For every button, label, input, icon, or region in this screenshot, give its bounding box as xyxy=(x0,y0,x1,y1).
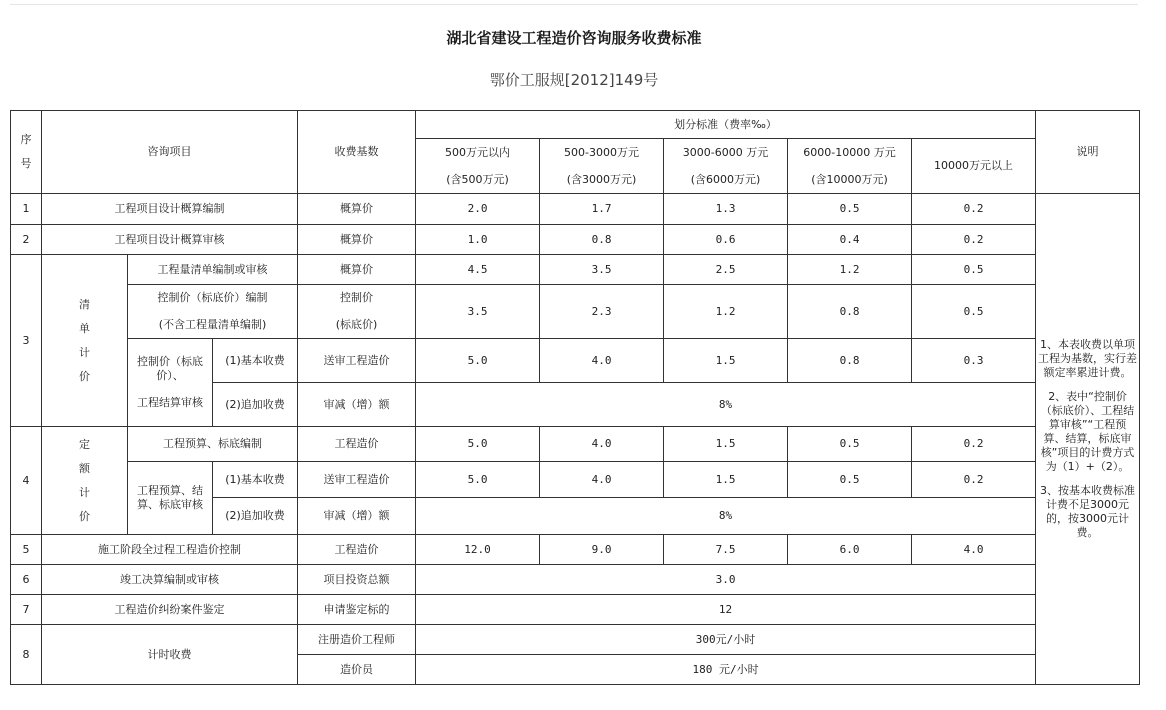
table-row xyxy=(11,535,1140,565)
consult-item: 工程项目设计概算审核 xyxy=(42,225,298,255)
rate-cell: 2.5 xyxy=(664,255,788,285)
rate-cell: 1.0 xyxy=(416,225,540,255)
table-row xyxy=(11,427,1140,462)
consult-item: 工程预算、标底编制 xyxy=(128,427,298,462)
row-number: 3 xyxy=(11,255,42,427)
consult-item: 施工阶段全过程工程造价控制 xyxy=(42,535,298,565)
rate-cell: 1.7 xyxy=(540,194,664,225)
rate-cell: 4.0 xyxy=(540,427,664,462)
rate-cell: 4.0 xyxy=(540,462,664,498)
header-rate-group: 划分标准（费率‰） xyxy=(416,111,1036,139)
header-notes: 说明 xyxy=(1036,111,1140,194)
consult-item: 工程项目设计概算编制 xyxy=(42,194,298,225)
document-title: 湖北省建设工程造价咨询服务收费标准 xyxy=(446,29,702,47)
rate-cell: 1.2 xyxy=(664,285,788,339)
rate-cell: 0.8 xyxy=(788,339,912,383)
header-tier-5: 10000万元以上 xyxy=(912,139,1036,194)
header-item: 咨询项目 xyxy=(42,111,298,194)
fee-basis: 申请鉴定标的 xyxy=(298,595,416,625)
rate-cell: 0.5 xyxy=(788,462,912,498)
fee-basis: 送审工程造价 xyxy=(298,462,416,498)
rate-cell: 0.6 xyxy=(664,225,788,255)
header-basis: 收费基数 xyxy=(298,111,416,194)
table-row xyxy=(11,625,1140,655)
rate-cell: 1.5 xyxy=(664,462,788,498)
top-divider xyxy=(10,4,1138,5)
rate-cell: 1.2 xyxy=(788,255,912,285)
rate-cell: 0.2 xyxy=(912,194,1036,225)
fee-basis: 送审工程造价 xyxy=(298,339,416,383)
header-seq: 序号 xyxy=(11,111,42,194)
rate-cell: 6.0 xyxy=(788,535,912,565)
group-label-bill-pricing: 清单计价 xyxy=(42,255,128,427)
rate-cell: 1.5 xyxy=(664,339,788,383)
rate-cell: 5.0 xyxy=(416,462,540,498)
table-row xyxy=(11,595,1140,625)
consult-item: 竣工决算编制或审核 xyxy=(42,565,298,595)
note-1: 1、本表收费以单项工程为基数，实行差额定率累进计费。 xyxy=(1038,338,1138,379)
rate-cell: 12.0 xyxy=(416,535,540,565)
rate-cell: 0.2 xyxy=(912,225,1036,255)
fee-basis: 造价员 xyxy=(298,655,416,685)
table-row xyxy=(11,339,1140,383)
rate-cell: 4.0 xyxy=(912,535,1036,565)
fee-standard-table xyxy=(10,110,1140,685)
rate-cell: 1.5 xyxy=(664,427,788,462)
rate-cell-merged: 300元/小时 xyxy=(416,625,1036,655)
rate-cell: 0.8 xyxy=(540,225,664,255)
row-number: 5 xyxy=(11,535,42,565)
row-number: 1 xyxy=(11,194,42,225)
rate-cell: 0.2 xyxy=(912,427,1036,462)
sub-group-label: 控制价（标底价）、 工程结算审核 xyxy=(128,339,213,427)
consult-item: 工程造价纠纷案件鉴定 xyxy=(42,595,298,625)
consult-item: 计时收费 xyxy=(42,625,298,685)
rate-cell: 3.5 xyxy=(540,255,664,285)
rate-cell: 2.3 xyxy=(540,285,664,339)
fee-basis: 概算价 xyxy=(298,194,416,225)
table-row xyxy=(11,255,1140,285)
fee-basis: 控制价 (标底价) xyxy=(298,285,416,339)
header-tier-2: 500-3000万元 (含3000万元) xyxy=(540,139,664,194)
rate-cell: 1.3 xyxy=(664,194,788,225)
rate-cell: 0.2 xyxy=(912,462,1036,498)
header-row-1 xyxy=(11,111,1140,139)
table-row xyxy=(11,565,1140,595)
rate-cell-merged: 8% xyxy=(416,498,1036,535)
rate-cell: 2.0 xyxy=(416,194,540,225)
rate-cell-merged: 3.0 xyxy=(416,565,1036,595)
rate-cell-merged: 180 元/小时 xyxy=(416,655,1036,685)
rate-cell: 0.3 xyxy=(912,339,1036,383)
fee-basis: 审减（增）额 xyxy=(298,383,416,427)
fee-basis: 项目投资总额 xyxy=(298,565,416,595)
table-row xyxy=(11,285,1140,312)
rate-cell-merged: 8% xyxy=(416,383,1036,427)
rate-cell-merged: 12 xyxy=(416,595,1036,625)
fee-basis: 工程造价 xyxy=(298,427,416,462)
rate-cell: 9.0 xyxy=(540,535,664,565)
fee-basis: 概算价 xyxy=(298,255,416,285)
rate-cell: 4.0 xyxy=(540,339,664,383)
fee-basis: 审减（增）额 xyxy=(298,498,416,535)
header-tier-1: 500万元以内 (含500万元) xyxy=(416,139,540,194)
note-3: 3、按基本收费标准计费不足3000元的，按3000元计费。 xyxy=(1040,484,1136,539)
fee-basis: 工程造价 xyxy=(298,535,416,565)
rate-cell: 0.5 xyxy=(912,285,1036,339)
consult-item: (1)基本收费 xyxy=(213,339,298,383)
rate-cell: 3.5 xyxy=(416,285,540,339)
row-number: 7 xyxy=(11,595,42,625)
document-subtitle: 鄂价工服规[2012]149号 xyxy=(489,71,659,89)
notes-cell xyxy=(1036,194,1140,685)
consult-item: 工程量清单编制或审核 xyxy=(128,255,298,285)
consult-item: 控制价（标底价）编制 (不含工程量清单编制) xyxy=(128,285,298,339)
table-row xyxy=(11,462,1140,498)
rate-cell: 7.5 xyxy=(664,535,788,565)
consult-item: (1)基本收费 xyxy=(213,462,298,498)
rate-cell: 0.5 xyxy=(912,255,1036,285)
row-number: 8 xyxy=(11,625,42,685)
row-number: 2 xyxy=(11,225,42,255)
rate-cell: 0.4 xyxy=(788,225,912,255)
table-row xyxy=(11,194,1140,225)
rate-cell: 5.0 xyxy=(416,427,540,462)
consult-item: (2)追加收费 xyxy=(213,498,298,535)
row-number: 4 xyxy=(11,427,42,535)
header-tier-4: 6000-10000 万元 (含10000万元) xyxy=(788,139,912,194)
rate-cell: 5.0 xyxy=(416,339,540,383)
rate-cell: 0.5 xyxy=(788,194,912,225)
consult-item: (2)追加收费 xyxy=(213,383,298,427)
group-label-quota-pricing: 定额计价 xyxy=(42,427,128,535)
header-tier-3: 3000-6000 万元 (含6000万元) xyxy=(664,139,788,194)
fee-basis: 注册造价工程师 xyxy=(298,625,416,655)
rate-cell: 0.5 xyxy=(788,427,912,462)
note-2: 2、表中“控制价（标底价）、工程结算审核”“工程预算、结算，标底审核”项目的计费方式为（1）+（2）。 xyxy=(1040,390,1135,473)
fee-basis: 概算价 xyxy=(298,225,416,255)
sub-group-label: 工程预算、结算、标底审核 xyxy=(128,462,213,535)
rate-cell: 4.5 xyxy=(416,255,540,285)
row-number: 6 xyxy=(11,565,42,595)
table-row xyxy=(11,225,1140,255)
rate-cell: 0.8 xyxy=(788,285,912,339)
